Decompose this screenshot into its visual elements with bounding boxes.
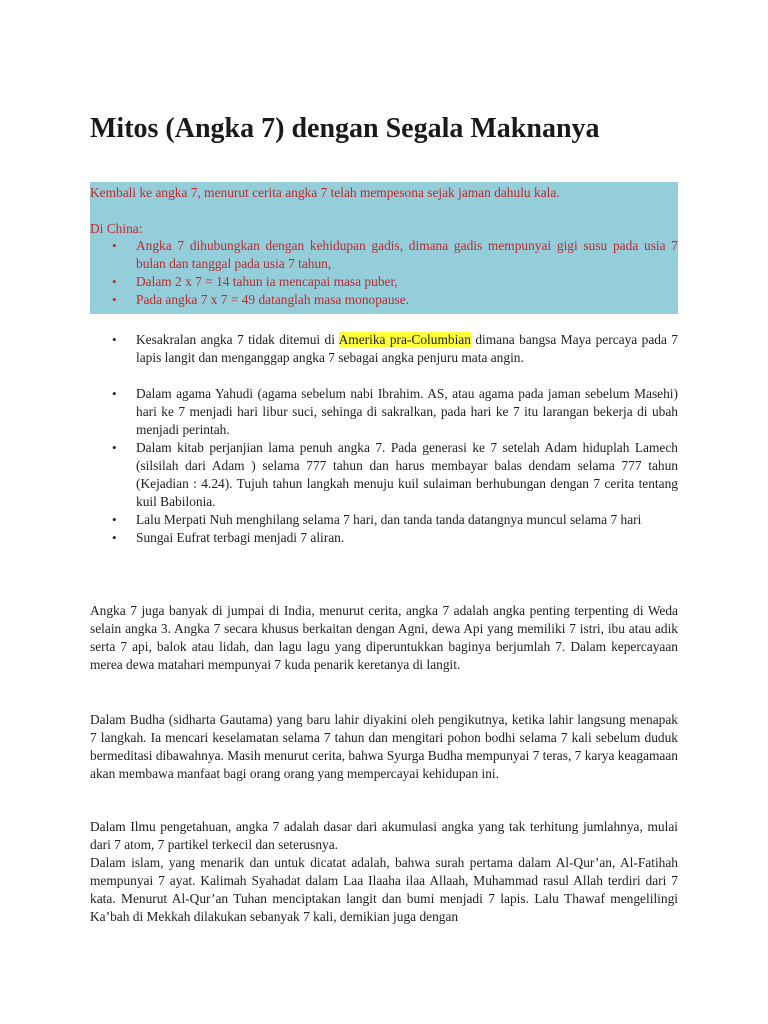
america-list (90, 331, 678, 367)
list-item-text: Sungai Eufrat terbagi menjadi 7 aliran. (136, 530, 345, 545)
list-item (90, 439, 678, 511)
list-item (90, 529, 678, 547)
list-item (90, 331, 678, 367)
china-intro: Kembali ke angka 7, menurut cerita angka 7 telah mempesona sejak jaman dahulu kala. (90, 185, 560, 200)
bullet-icon: • (112, 512, 117, 527)
list-item (90, 511, 678, 529)
china-section (90, 182, 678, 314)
bullet-icon: • (112, 238, 117, 253)
religion-list (90, 385, 678, 547)
america-text-before: Kesakralan angka 7 tidak ditemui di (136, 332, 339, 347)
america-text-after: dimana bangsa Maya percaya pada 7 lapis langit dan menganggap angka 7 sebagai angka penjuru mata angin. (136, 332, 678, 365)
paragraph-islam: Dalam islam, yang menarik dan untuk dicatat adalah, bahwa surah pertama dalam Al-Qur’an, Al-Fatihah mempunyai 7 ayat. Kalimah Syahadat dalam Laa Ilaaha ilaa Allaah, Muhammad rasul Allah terdiri dari 7 kata. Menurut Al-Qur’an Tuhan menciptakan langit dan bumi menjadi 7 lapis. Lalu Thawaf mengelilingi Ka’bah di Mekkah dilakukan sebanyak 7 kali, demikian juga dengan (90, 855, 678, 924)
list-item-text: Angka 7 dihubungkan dengan kehidupan gadis, dimana gadis mempunyai gigi susu pada usia 7 bulan dan tanggal pada usia 7 tahun, (136, 238, 678, 271)
list-item (90, 385, 678, 439)
list-item-text: Dalam agama Yahudi (agama sebelum nabi Ibrahim. AS, atau agama pada jaman sebelum Masehi) hari ke 7 menjadi hari libur suci, sehinga di sakralkan, pada hari ke 7 itu larangan bekerja di ubah menjadi perintah. (136, 386, 678, 437)
list-item-text: Dalam 2 x 7 = 14 tahun ia mencapai masa puber, (136, 274, 398, 289)
highlighted-text: Amerika pra-Columbian (338, 332, 471, 347)
china-heading: Di China: (90, 221, 143, 236)
paragraph-science: Dalam Ilmu pengetahuan, angka 7 adalah dasar dari akumulasi angka yang tak terhitung jumlahnya, mulai dari 7 atom, 7 partikel terkecil dan seterusnya. (90, 819, 678, 852)
bullet-icon: • (112, 274, 117, 289)
list-item (90, 237, 678, 273)
paragraph-budha: Dalam Budha (sidharta Gautama) yang baru lahir diyakini oleh pengikutnya, ketika lahir langsung menapak 7 langkah. Ia mencari keselamatan selama 7 tahun dan mengitari pohon bodhi selama 7 kali sebelum duduk bermeditasi dibawahnya. Masih menurut cerita, bahwa Syurga Budha mempunyai 7 teras, 7 karya keagamaan akan membawa manfaat bagi orang orang yang mempercayai kehidupan ini. (90, 712, 679, 781)
list-item-text: Pada angka 7 x 7 = 49 datanglah masa monopause. (136, 292, 410, 307)
bullet-icon: • (112, 530, 117, 545)
list-item-text: Lalu Merpati Nuh menghilang selama 7 hari, dan tanda tanda datangnya muncul selama 7 hari (136, 512, 642, 527)
bullet-icon: • (112, 332, 117, 347)
paragraph-india: Angka 7 juga banyak di jumpai di India, menurut cerita, angka 7 adalah angka penting terpenting di Weda selain angka 3. Angka 7 secara khusus berkaitan dengan Agni, dewa Api yang memiliki 7 istri, ibu atau adik serta 7 api, balok atau lidah, dan lagu lagu yang diperuntukkan baginya berjumlah 7. Dalam kepercayaan merea dewa matahari mempunyai 7 kuda penarik keretanya di langit. (90, 603, 678, 672)
china-list (90, 237, 678, 309)
bullet-icon: • (112, 440, 117, 455)
list-item (90, 291, 678, 309)
bullet-icon: • (112, 292, 117, 307)
bullet-icon: • (112, 386, 117, 401)
document-title: Mitos (Angka 7) dengan Segala Maknanya (90, 113, 600, 144)
list-item-text: Dalam kitab perjanjian lama penuh angka 7. Pada generasi ke 7 setelah Adam hiduplah Lamech (silsilah dari Adam ) selama 777 tahun dan harus membayar balas dendam selama 777 tahun (Kejadian : 4.24). Tujuh tahun langkah menuju kuil sulaiman berhubungan dengan 7 cerita tentang kuil Babilonia. (136, 440, 678, 509)
list-item (90, 273, 678, 291)
